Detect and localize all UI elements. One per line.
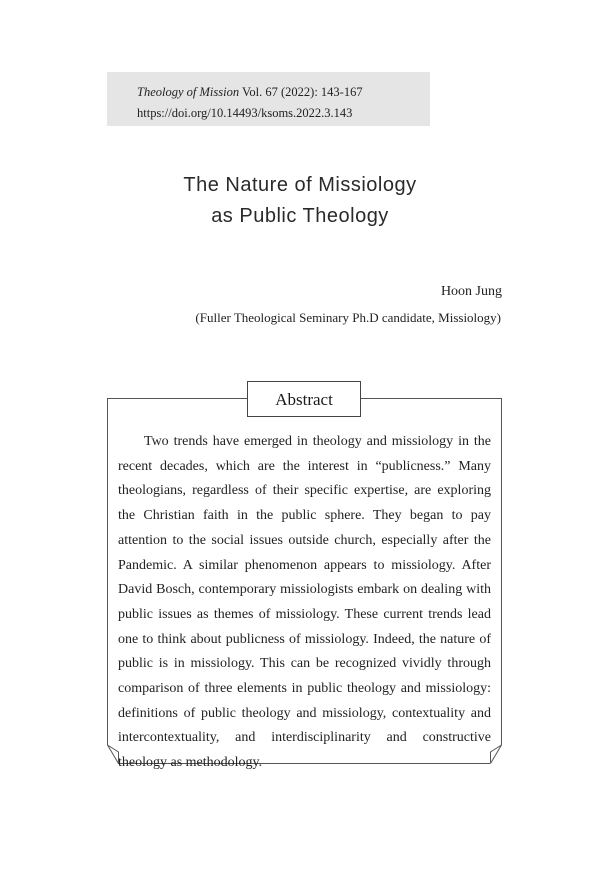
abstract-body: Two trends have emerged in theology and missiology in the recent decades, which are the interest in “publicness.” Many theologians, regardless of their specific expertise, are exploring the Christian faith in the public sphere. They began to pay attention to the social issues outside church, especially after the Pandemic. A similar phenomenon appears to missiology. After David Bosch, contemporary missiologists embark on dealing with public issues as themes of missiology. These current trends lead one to think about publicness of missiology. Indeed, the nature of public is in missiology. This can be recognized vividly through comparison of three elements in public theology and missiology: definitions of public theology and missiology, contextuality and intercontextuality, and interdisciplinarity and constructive theology as methodology. (118, 434, 491, 771)
volume-info: Vol. 67 (2022): 143-167 (239, 85, 363, 99)
author-name: Hoon Jung (440, 284, 502, 299)
title-line-1: The Nature of Missiology (183, 174, 417, 196)
frame-corner-right-edge (491, 745, 502, 764)
author-affiliation: (Fuller Theological Seminary Ph.D candidate, Missiology) (195, 310, 501, 325)
journal-name: Theology of Mission (137, 85, 240, 99)
abstract-heading: Abstract (247, 381, 361, 417)
doi-link[interactable]: https://doi.org/10.14493/ksoms.2022.3.143 (137, 106, 353, 120)
frame-corner-left-edge (108, 745, 119, 764)
title-line-2: as Public Theology (211, 205, 389, 227)
